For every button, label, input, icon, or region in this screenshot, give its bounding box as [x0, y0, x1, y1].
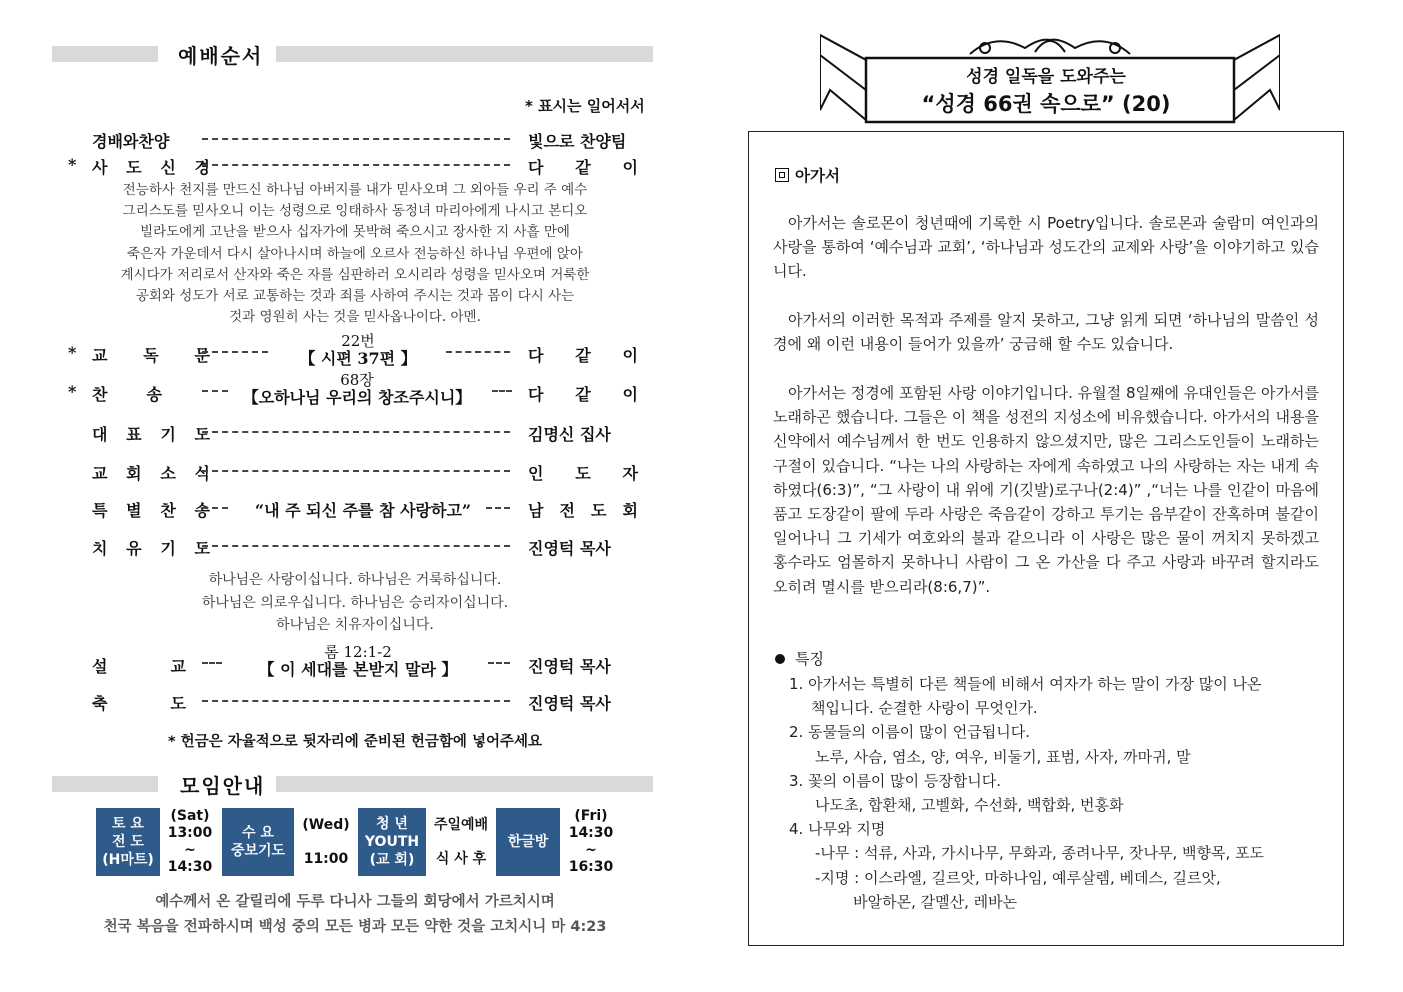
creed-line: 전능하사 천지를 만드신 하나님 아버지를 내가 믿사오며 그 외아들 우리 주 예수 [122, 182, 588, 198]
order-leader: 빛으로 찬양팀 [528, 132, 627, 151]
apostles-creed [60, 180, 650, 328]
dash-line [202, 507, 228, 509]
feature-number: 3. [789, 771, 804, 790]
features-title: 특징 [795, 650, 824, 668]
time-line: 13:00 [167, 825, 213, 841]
order-leader: 김명신 집사 [528, 425, 611, 444]
order-label: 치 유 기 도 [92, 539, 210, 558]
feature-sub: 노루, 사슴, 염소, 양, 여우, 비둘기, 표범, 사자, 까마귀, 말 [815, 747, 1191, 766]
sermon-scripture: 롬 12:1-2 [324, 643, 392, 661]
order-row [68, 418, 648, 448]
box-line: (H마트) [102, 852, 154, 868]
heading-bar-left [52, 776, 158, 792]
book-icon [775, 168, 789, 182]
box-line: 전 도 [112, 834, 144, 850]
heading-bar-left [52, 46, 158, 62]
feature-text: 꽃의 이름이 많이 등장합니다. [808, 771, 1002, 790]
hymn-ref [232, 372, 482, 408]
feature-sub: 책입니다. 순결한 사랑이 무엇인가. [811, 699, 1038, 718]
order-label: 경배와찬양 [92, 132, 170, 151]
feature-text: 아가서는 특별히 다른 책들에 비해서 여자가 하는 말이 가장 많이 나온 [808, 675, 1262, 693]
creed-line: 것과 영원히 사는 것을 믿사옵나이다. 아멘. [229, 309, 481, 326]
dash-line [202, 545, 510, 547]
reading-number: 22번 [341, 332, 375, 350]
order-leader: 다 같 이 [528, 346, 638, 365]
time-line: 주일예배 [433, 816, 489, 833]
bullet-icon [775, 654, 785, 664]
order-label: 대 표 기 도 [92, 425, 210, 444]
dash-line [202, 662, 222, 664]
order-row [68, 494, 648, 524]
order-label: 교 회 소 식 [92, 464, 210, 483]
feature-sub: -지명 : 이스라엘, 길르앗, 마하나임, 예루살렘, 베데스, 길르앗, [815, 868, 1221, 887]
wednesday-time [300, 808, 352, 876]
order-leader: 진영턱 목사 [528, 657, 611, 676]
dash-line [202, 390, 228, 392]
feature-item [789, 769, 1329, 793]
creed-line: 빌라도에게 고난을 받으사 십자가에 못박혀 죽으시고 장사한 지 사흘 만에 [140, 224, 570, 241]
features-heading [775, 648, 824, 669]
feature-text: 나무와 지명 [808, 820, 886, 839]
article-paragraph: 아가서는 정경에 포함된 사랑 이야기입니다. 유월절 8일째에 유대인들은 아가서를 노래하곤 했습니다. 그들은 이 책을 성전의 지성소에 비유했습니다. 아가서의 내용을 신약에서 예수님께서 한 번도 인용하지 않으셨지만, 많은 그리스도인들이 노래하는 구절이 있습니다. “나는 나의 사랑하는 자에게 속하였고 나의 사랑하는 자는 내게 속하였다(6:3)”, “그 사랑이 내 위에 기(깃발)로구나(2:4)” ,“너는 나를 인같이 마음에 품고 도장같이 팔에 두라 사랑은 죽음같이 강하고 투기는 음부같이 잔혹하며 불같이 일어나니 그 기세가 여호와의 불과 같으니라 이 사랑은 많은 물이 꺼치지 못하겠고 홍수라도 엄몰하지 못하나니 사람이 그 온 가산을 다 주고 사랑과 바꾸려 할지라도 오히려 멸시를 받으리라(8:6,7)”. [773, 384, 1319, 596]
creed-line: 공회와 성도가 서로 교통하는 것과 죄를 사하여 주시는 것과 몸이 다시 사는 [135, 288, 575, 305]
heading-bar-right [276, 46, 653, 62]
box-line: (교 회) [369, 852, 415, 868]
order-label: 설 교 [92, 657, 186, 676]
box-line: 중보기도 [230, 843, 286, 859]
stand-marker: * [68, 382, 77, 401]
hymn-number: 68장 [340, 371, 374, 389]
bible-verse-line: 예수께서 온 갈릴리에 두루 다니사 그들의 회당에서 가르치시며 [155, 894, 555, 910]
banner-subtitle: 성경 일독을 도와주는 [966, 67, 1126, 87]
dash-line [486, 507, 510, 509]
book-title: 아가서 [795, 167, 840, 185]
feature-sub: -나무 : 석류, 사과, 가시나무, 무화과, 종려나무, 잣나무, 백향목, 포도 [815, 844, 1265, 863]
order-row [68, 687, 648, 717]
features-list [789, 672, 1329, 914]
order-leader: 진영턱 목사 [528, 694, 611, 713]
time-line: ~ [585, 842, 597, 858]
order-row [68, 457, 648, 487]
time-line: 14:30 [568, 825, 614, 841]
feature-sub: 나도초, 합환채, 고벨화, 수선화, 백합화, 번홍화 [815, 796, 1124, 815]
time-line: 14:30 [167, 859, 213, 875]
dash-line [492, 390, 512, 392]
box-line: YOUTH [364, 834, 420, 850]
declaration-line: 하나님은 사랑이십니다. 하나님은 거룩하십니다. [208, 572, 502, 588]
banner-title: “성경 66권 속으로” (20) [921, 92, 1171, 116]
dash-line [202, 431, 510, 433]
time-line: 16:30 [568, 859, 614, 875]
stand-marker: * [68, 343, 77, 362]
reading-title: 【 시편 37편 】 [299, 349, 417, 368]
box-line: 청 년 [376, 816, 408, 832]
order-label: 특 별 찬 송 [92, 501, 210, 520]
youth-box [358, 808, 426, 876]
order-row [68, 151, 648, 181]
feature-text: 동물들의 이름이 많이 언급됩니다. [808, 723, 1031, 742]
order-leader: 진영턱 목사 [528, 539, 611, 558]
order-label: 교 독 문 [92, 346, 210, 365]
order-row [68, 643, 648, 684]
dash-line [202, 470, 510, 472]
order-label: 찬 송 [92, 385, 162, 404]
feature-number: 2. [789, 723, 804, 742]
dash-line [488, 662, 510, 664]
dash-line [202, 700, 510, 702]
stand-marker: * [68, 155, 77, 174]
book-title-row [775, 164, 840, 186]
feature-item [789, 672, 1329, 696]
creed-line: 계시다가 저리로서 산자와 죽은 자를 심판하러 오시리라 성령을 믿사오며 거룩한 [120, 266, 590, 283]
order-label: 사 도 신 경 [92, 158, 210, 177]
time-line: (Sat) [170, 808, 210, 824]
order-row [68, 332, 648, 373]
stand-note: * 표시는 일어서서 [525, 97, 645, 115]
sermon-ref [228, 644, 488, 680]
order-leader: 다 같 이 [528, 385, 638, 404]
feature-number: 1. [789, 675, 804, 693]
reading-ref [278, 333, 438, 369]
order-row [68, 371, 648, 412]
worship-heading: 예배순서 [178, 44, 264, 68]
creed-line: 죽은자 가운데서 다시 살아나시며 하늘에 오르사 전능하신 하나님 우편에 앉아 [127, 245, 583, 262]
meetings-heading: 모임안내 [180, 774, 266, 798]
order-leader: 인 도 자 [528, 464, 638, 483]
declaration [60, 569, 650, 637]
box-line: 수 요 [242, 825, 274, 841]
box-line: 한글방 [507, 834, 549, 850]
feature-item [789, 817, 1329, 841]
article-paragraph: 아가서는 솔로몬이 청년때에 기록한 시 Poetry입니다. 솔로몬과 술람미 여인과의 사랑을 통하여 ‘예수님과 교회’, ‘하나님과 성도간의 교제와 사랑’을 이야기하고 있습니다. [773, 214, 1319, 281]
dash-line [202, 164, 510, 166]
feature-sub: 바알하몬, 갈멜산, 레바논 [815, 892, 1018, 911]
heading-bar-right [276, 776, 653, 792]
time-line: 식 사 후 [435, 850, 487, 867]
offering-note: * 헌금은 자율적으로 뒷자리에 준비된 헌금함에 넣어주세요 [167, 734, 543, 750]
declaration-line: 하나님은 치유자이십니다. [276, 617, 434, 633]
korean-class-box [496, 808, 560, 876]
article-paragraph: 아가서의 이러한 목적과 주제를 알지 못하고, 그냥 읽게 되면 ‘하나님의 말씀인 성경에 왜 이런 내용이 들어가 있을까’ 궁금해 할 수도 있습니다. [773, 311, 1319, 354]
bible-verse-line: 천국 복음을 전파하시며 백성 중의 모든 병과 모든 약한 것을 고치시니 마 4:23 [103, 919, 607, 935]
time-line: ~ [184, 842, 196, 858]
box-line: 토 요 [112, 816, 144, 832]
friday-time [566, 808, 616, 876]
time-line: 11:00 [303, 850, 349, 867]
creed-line: 그리스도를 믿사오니 이는 성령으로 잉태하사 동정녀 마리아에게 나시고 본디오 [122, 203, 588, 220]
saturday-time [166, 808, 214, 876]
hymn-title: 【오하나님 우리의 창조주시니】 [242, 388, 472, 407]
order-leader: 다 같 이 [528, 158, 638, 177]
wednesday-prayer-box [222, 808, 294, 876]
time-line: (Wed) [302, 816, 350, 833]
feature-number: 4. [789, 820, 804, 839]
youth-time [430, 808, 492, 876]
dash-line [446, 351, 510, 353]
saturday-evangelism-box [96, 808, 160, 876]
order-label: 축 도 [92, 694, 186, 713]
special-song-title: “내 주 되신 주를 참 사랑하고” [254, 501, 472, 520]
order-row [68, 532, 648, 562]
time-line: (Fri) [574, 808, 608, 824]
declaration-line: 하나님은 의로우십니다. 하나님은 승리자이십니다. [201, 594, 509, 611]
dash-line [202, 351, 268, 353]
feature-item [789, 720, 1329, 744]
dash-line [202, 138, 510, 140]
sermon-title: 【 이 세대를 본받지 말라 】 [258, 660, 458, 679]
order-leader: 남 전 도 회 [528, 501, 638, 520]
